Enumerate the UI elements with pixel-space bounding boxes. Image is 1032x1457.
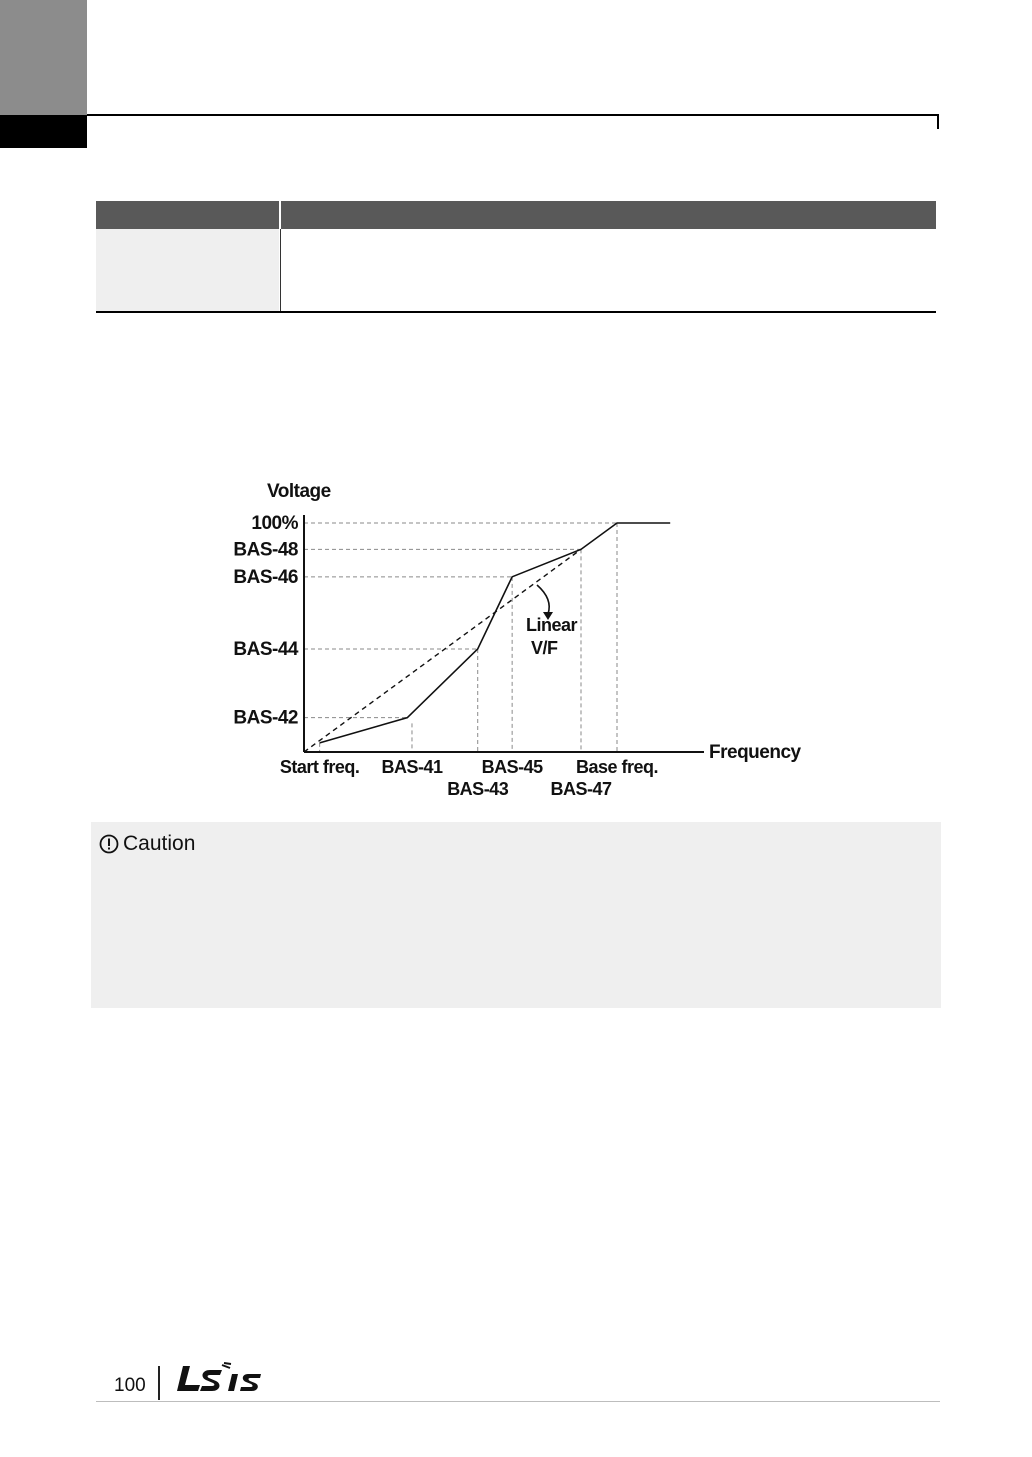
y-tick-label: BAS-46 <box>233 566 298 588</box>
lsis-logo <box>174 1362 264 1396</box>
parameter-table <box>96 201 936 313</box>
table-column-divider <box>280 229 281 311</box>
table-cell-label <box>96 229 279 311</box>
y-tick-label: BAS-44 <box>233 638 298 660</box>
table-bottom-rule <box>96 311 936 313</box>
caution-heading <box>99 832 195 856</box>
caution-box <box>91 822 941 1008</box>
annotation-arrow <box>537 585 549 614</box>
x-tick-label: BAS-43 <box>447 779 509 799</box>
x-tick-label: Start freq. <box>279 757 360 777</box>
y-tick-label: BAS-48 <box>233 539 298 561</box>
table-header-divider <box>279 201 281 229</box>
x-tick-label: BAS-41 <box>381 757 443 777</box>
x-tick-labels <box>280 757 658 799</box>
footer-rule <box>96 1401 940 1402</box>
annotation-label-line2: V/F <box>531 638 558 658</box>
x-tick-label: BAS-45 <box>481 757 543 777</box>
y-tick-label: 100% <box>251 513 298 534</box>
y-tick-labels <box>233 513 299 729</box>
chart-series <box>304 523 670 752</box>
y-axis-label: Voltage <box>267 481 331 502</box>
chapter-tab-grey <box>0 0 87 115</box>
x-tick-label: Base freq. <box>575 757 659 777</box>
header-rule-tick <box>937 114 939 129</box>
header-rule <box>87 114 939 116</box>
x-tick-label: BAS-47 <box>550 779 612 799</box>
footer-separator <box>158 1366 160 1400</box>
y-tick-label: BAS-42 <box>233 707 298 729</box>
table-header-row <box>96 201 936 229</box>
annotation-label-line1: Linear <box>526 615 578 635</box>
page-number: 100 <box>114 1375 146 1396</box>
user-vf-line <box>320 523 671 743</box>
chapter-tab-black <box>0 115 87 148</box>
linear-vf-annotation <box>526 585 578 658</box>
vf-pattern-chart <box>220 475 820 805</box>
exclamation-circle-icon <box>99 834 119 854</box>
caution-title: Caution <box>123 832 196 855</box>
x-axis-label: Frequency <box>709 742 801 763</box>
